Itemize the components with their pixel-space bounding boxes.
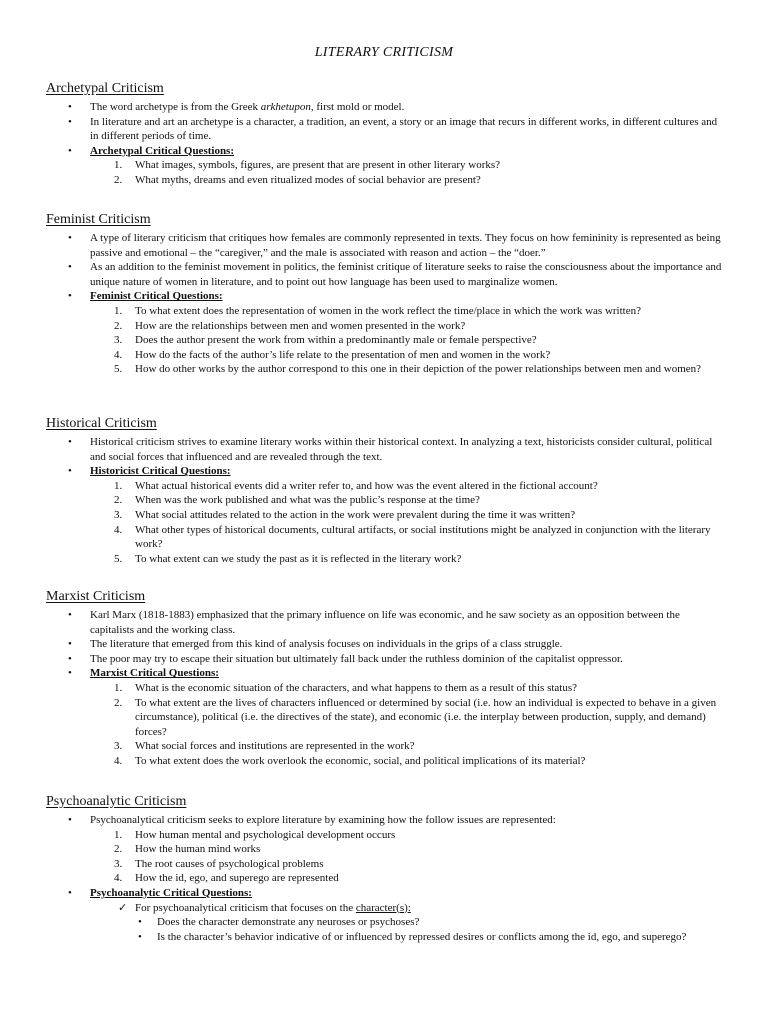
questions-heading: Feminist Critical Questions: bbox=[90, 290, 223, 303]
bullet-icon: • bbox=[68, 232, 72, 244]
list-item: • The literature that emerged from this kind of analysis focuses on individuals in the grips of a class struggle. bbox=[68, 638, 563, 651]
section-psychoanalytic bbox=[46, 793, 726, 944]
list-item: • In literature and art an archetype is a character, a tradition, an event, a story or an image that recurs in different works, in different cultures and in different periods of time. bbox=[68, 115, 718, 143]
list-item bbox=[46, 886, 726, 901]
question-item: 4. To what extent does the work overlook the economic, social, and political implications of its material? bbox=[114, 754, 586, 767]
questions-heading: Archetypal Critical Questions: bbox=[90, 144, 235, 157]
bullet-list bbox=[46, 100, 726, 158]
issue-item: 3. The root causes of psychological problems bbox=[114, 857, 324, 870]
bullet-icon: • bbox=[68, 638, 72, 651]
bullet-icon: • bbox=[68, 115, 72, 128]
list-item: • Historical criticism strives to examine literary works within their historical context. In analyzing a text, historicists consider cultural, political and social forces that influenced and are revealed through the text. bbox=[68, 436, 713, 463]
issues-list bbox=[46, 828, 726, 886]
list-item: • A type of literary criticism that critiques how females are commonly represented in texts. They focus on how femininity is represented as being passive and emotional – the “caregiver,” and the male is associated with reason and action – the “doer.” bbox=[68, 232, 721, 259]
question-item: 2. How are the relationships between men and women presented in the work? bbox=[114, 319, 466, 332]
questions-list bbox=[46, 681, 726, 769]
list-item: • Karl Marx (1818-1883) emphasized that the primary influence on life was economic, and he saw society as an opposition between the capitalists and the working class. bbox=[68, 609, 680, 636]
question-item: 3. What social forces and institutions are represented in the work? bbox=[114, 740, 415, 753]
section-historical bbox=[46, 415, 726, 566]
issue-item: 1. How human mental and psychological development occurs bbox=[114, 828, 396, 841]
section-title: Archetypal Criticism bbox=[46, 81, 164, 96]
questions-list bbox=[46, 158, 726, 187]
section-title: Historical Criticism bbox=[46, 416, 157, 431]
bullet-icon: • bbox=[138, 930, 142, 943]
section-feminist bbox=[46, 211, 726, 377]
question-item: 2. What myths, dreams and even ritualized modes of social behavior are present? bbox=[114, 173, 481, 186]
check-list bbox=[46, 901, 726, 916]
list-item bbox=[46, 666, 726, 681]
sub-question-item: • Does the character demonstrate any neuroses or psychoses? bbox=[138, 916, 420, 929]
question-item: 4. How do the facts of the author’s life relate to the presentation of men and women in the work? bbox=[114, 348, 551, 361]
question-item: 2. When was the work published and what was the public’s response at the time? bbox=[114, 494, 480, 507]
bullet-icon: • bbox=[68, 667, 72, 680]
question-item: 1. What images, symbols, figures, are present that are present in other literary works? bbox=[114, 159, 501, 172]
issue-item: 4. How the id, ego, and superego are represented bbox=[114, 872, 339, 885]
list-item bbox=[46, 289, 726, 304]
bullet-icon: • bbox=[138, 916, 142, 929]
bullet-icon: • bbox=[68, 814, 72, 826]
bullet-list bbox=[46, 813, 726, 828]
question-item: 1. To what extent does the representation of women in the work reflect the time/place in which the work was written? bbox=[114, 304, 641, 317]
bullet-list bbox=[46, 231, 726, 304]
section-archetypal bbox=[46, 80, 726, 188]
list-item: • The word archetype is from the Greek arkhetupon, first mold or model. bbox=[68, 101, 405, 113]
bullet-list bbox=[46, 435, 726, 479]
bullet-icon: • bbox=[68, 886, 72, 899]
list-item: • The poor may try to escape their situation but ultimately fall back under the ruthless dominion of the capitalist oppressor. bbox=[68, 652, 623, 665]
question-item: 3. What social attitudes related to the action in the work were prevalent during the time it was written? bbox=[114, 508, 576, 521]
question-item: 5. To what extent can we study the past as it is reflected in the literary work? bbox=[114, 552, 462, 565]
questions-heading: Psychoanalytic Critical Questions: bbox=[90, 886, 252, 899]
question-item: 1. What actual historical events did a writer refer to, and how was the event altered in the fictional account? bbox=[114, 479, 598, 492]
page-title: LITERARY CRITICISM bbox=[314, 45, 454, 60]
question-item: 4. What other types of historical documents, cultural artifacts, or social institutions might be analyzed in conjunction with the literary work? bbox=[114, 523, 711, 551]
question-item: 1. What is the economic situation of the characters, and what happens to them as a result of this status? bbox=[114, 681, 578, 694]
bullet-icon: • bbox=[68, 436, 72, 448]
list-item: • As an addition to the feminist movement in politics, the feminist critique of literature seeks to raise the consciousness about the importance and unique nature of women in literature, and to point out how language has been used to marginalize women. bbox=[68, 261, 722, 288]
issue-item: 2. How the human mind works bbox=[114, 843, 261, 856]
check-item: ✓ For psychoanalytical criticism that focuses on the character(s): bbox=[118, 901, 411, 914]
questions-heading: Marxist Critical Questions: bbox=[90, 667, 219, 680]
bullet-icon: • bbox=[68, 261, 72, 274]
question-item: 5. How do other works by the author correspond to this one in their depiction of the power relationships between men and women? bbox=[114, 363, 702, 376]
bullet-list bbox=[46, 886, 726, 901]
sub-question-item: • Is the character’s behavior indicative of or influenced by repressed desires or conflicts among the id, ego, and superego? bbox=[138, 930, 687, 943]
questions-list bbox=[46, 479, 726, 567]
question-item: 2. To what extent are the lives of characters influenced or determined by social (i.e. how an individual is expected to behave in a given circumstance), political (i.e. the directives of the state), and economic (i.e. the interplay between production, supply, and demand) forces? bbox=[114, 696, 717, 738]
list-item bbox=[46, 144, 726, 159]
questions-list bbox=[46, 304, 726, 377]
bullet-icon: • bbox=[68, 609, 72, 621]
bullet-icon: • bbox=[68, 101, 72, 113]
bullet-icon: • bbox=[68, 290, 72, 303]
bullet-icon: • bbox=[68, 144, 72, 157]
list-item bbox=[46, 464, 726, 479]
section-title: Marxist Criticism bbox=[46, 589, 146, 604]
section-marxist bbox=[46, 588, 726, 769]
greek-term: arkhetupon bbox=[260, 101, 311, 113]
bullet-icon: • bbox=[68, 465, 72, 478]
sub-question-list bbox=[46, 915, 726, 944]
section-title: Psychoanalytic Criticism bbox=[46, 794, 187, 809]
section-title: Feminist Criticism bbox=[46, 212, 151, 227]
list-item: • Psychoanalytical criticism seeks to explore literature by examining how the follow issues are represented: bbox=[68, 814, 556, 826]
checkmark-icon: ✓ bbox=[118, 901, 128, 914]
bullet-list bbox=[46, 608, 726, 681]
questions-heading: Historicist Critical Questions: bbox=[90, 465, 231, 478]
bullet-icon: • bbox=[68, 652, 72, 665]
question-item: 3. Does the author present the work from within a predominantly male or female perspective? bbox=[114, 334, 537, 347]
